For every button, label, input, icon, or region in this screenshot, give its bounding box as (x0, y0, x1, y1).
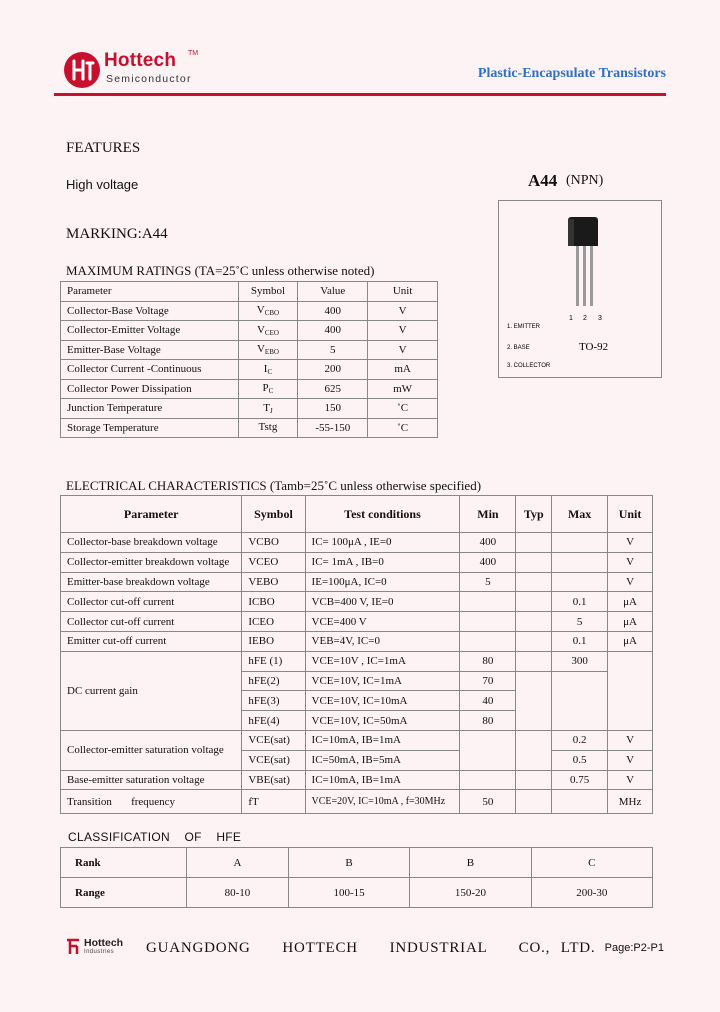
max-cell (552, 572, 608, 592)
table-header-row (61, 496, 653, 533)
part-number: A44 (528, 171, 558, 190)
table-row (61, 321, 438, 341)
condition-cell: VEB=4V, IC=0 (305, 631, 460, 651)
hottech-logo-icon (64, 52, 100, 88)
condition-cell: IC=50mA, IB=5mA (305, 750, 460, 770)
header-cell: Max (552, 496, 608, 533)
max-cell: 300 (552, 651, 608, 671)
typ-cell (516, 671, 552, 730)
param-cell: Collector Current -Continuous (61, 360, 239, 380)
min-cell: 40 (460, 691, 516, 711)
pin-3-number: 3 (598, 315, 602, 322)
param-cell: DC current gain (61, 651, 242, 730)
max-ratings-title: MAXIMUM RATINGS (TA=25˚C unless otherwise noted) (66, 263, 375, 278)
condition-cell: IC= 100μA , IE=0 (305, 533, 460, 553)
condition-cell: VCB=400 V, IE=0 (305, 592, 460, 612)
condition-cell: VCE=400 V (305, 612, 460, 632)
classification-title: CLASSIFICATION OF HFE (68, 830, 242, 844)
symbol-cell: VBE(sat) (242, 770, 305, 790)
range-cell: 100-15 (288, 878, 409, 908)
page-number: Page:P2-P1 (604, 942, 664, 954)
max-cell: 0.2 (552, 730, 608, 750)
value-cell: 625 (298, 379, 368, 399)
pin-label-collector: 3. COLLECTOR (507, 363, 551, 369)
min-cell: 50 (460, 790, 516, 814)
unit-cell: V (608, 552, 653, 572)
rank-cell: A (187, 848, 289, 878)
marking-label: MARKING:A44 (66, 226, 168, 242)
symbol-cell: $I_C$ (238, 360, 298, 380)
param-cell: Collector-Base Voltage (61, 301, 239, 321)
typ-cell (516, 631, 552, 651)
table-row (61, 592, 653, 612)
unit-cell: mW (368, 379, 438, 399)
rank-cell: B (288, 848, 409, 878)
unit-cell: ˚C (368, 399, 438, 419)
min-cell (460, 770, 516, 790)
document-title: Plastic-Encapsulate Transistors (477, 66, 666, 81)
symbol-cell: ICBO (242, 592, 305, 612)
typ-cell (516, 592, 552, 612)
param-cell: Collector cut-off current (61, 612, 242, 632)
max-cell: 0.1 (552, 592, 608, 612)
features-heading: FEATURES (66, 140, 141, 156)
unit-cell: MHz (608, 790, 653, 814)
pin-label-emitter: 1. EMITTER (507, 324, 541, 330)
unit-cell: V (608, 770, 653, 790)
table-row (61, 631, 653, 651)
condition-cell: IC=10mA, IB=1mA (305, 770, 460, 790)
unit-cell: μA (608, 612, 653, 632)
table-row (61, 651, 653, 671)
table-row (61, 399, 438, 419)
unit-cell: μA (608, 592, 653, 612)
min-cell (460, 592, 516, 612)
table-row (61, 848, 653, 878)
unit-cell: V (608, 730, 653, 750)
condition-cell: VCE=10V, IC=10mA (305, 691, 460, 711)
table-row (61, 301, 438, 321)
symbol-cell: VCE(sat) (242, 730, 305, 750)
unit-cell: mA (368, 360, 438, 380)
footer-brand: Hottech (84, 937, 124, 949)
rank-cell: C (531, 848, 652, 878)
typ-cell (516, 552, 552, 572)
unit-cell: V (368, 301, 438, 321)
symbol-cell: VCEO (242, 552, 305, 572)
symbol-cell: hFE(4) (242, 711, 305, 731)
table-row (61, 878, 653, 908)
part-type: (NPN) (566, 173, 604, 188)
package-name: TO-92 (579, 341, 609, 353)
header-cell: Symbol (242, 496, 305, 533)
param-cell: Collector-emitter breakdown voltage (61, 552, 242, 572)
param-cell: Collector-base breakdown voltage (61, 533, 242, 553)
table-row (61, 572, 653, 592)
header-cell: Parameter (61, 496, 242, 533)
value-cell: 400 (298, 321, 368, 341)
condition-cell: IE=100μA, IC=0 (305, 572, 460, 592)
condition-cell: VCE=20V, IC=10mA , f=30MHz (305, 790, 460, 814)
symbol-cell: $P_C$ (238, 379, 298, 399)
range-cell: 150-20 (410, 878, 531, 908)
condition-cell: VCE=10V, IC=50mA (305, 711, 460, 731)
param-cell: Junction Temperature (61, 399, 239, 419)
table-row (61, 552, 653, 572)
symbol-cell: IEBO (242, 631, 305, 651)
condition-cell: IC= 1mA , IB=0 (305, 552, 460, 572)
value-cell: 5 (298, 340, 368, 360)
table-header-row (61, 282, 438, 302)
footer-brand-sub: Industries (84, 949, 115, 955)
symbol-cell: $T_J$ (238, 399, 298, 419)
unit-cell: V (368, 321, 438, 341)
min-cell (460, 631, 516, 651)
param-cell: Emitter-Base Voltage (61, 340, 239, 360)
max-cell: 0.75 (552, 770, 608, 790)
unit-cell: V (368, 340, 438, 360)
range-label: Range (61, 878, 187, 908)
max-ratings-table (60, 281, 438, 438)
symbol-cell: VCBO (242, 533, 305, 553)
typ-cell (516, 612, 552, 632)
typ-cell (516, 770, 552, 790)
table-row (61, 790, 653, 814)
param-cell: Storage Temperature (61, 418, 239, 438)
max-cell (552, 533, 608, 553)
max-cell (552, 790, 608, 814)
condition-cell: IC=10mA, IB=1mA (305, 730, 460, 750)
classification-table (60, 847, 653, 908)
symbol-cell: hFE(3) (242, 691, 305, 711)
condition-cell: VCE=10V, IC=1mA (305, 671, 460, 691)
symbol-cell: fT (242, 790, 305, 814)
symbol-cell: $V_{CEO}$ (238, 321, 298, 341)
table-row (61, 340, 438, 360)
table-row (61, 418, 438, 438)
min-cell: 80 (460, 711, 516, 731)
symbol-cell: $V_{EBO}$ (238, 340, 298, 360)
typ-cell (516, 730, 552, 770)
electrical-table (60, 495, 653, 814)
param-cell: Collector-emitter saturation voltage (61, 730, 242, 770)
min-cell (460, 730, 516, 770)
rank-label: Rank (61, 848, 187, 878)
max-cell: 0.1 (552, 631, 608, 651)
max-cell: 0.5 (552, 750, 608, 770)
symbol-cell: hFE(2) (242, 671, 305, 691)
brand-name: Hottech (104, 50, 177, 71)
symbol-cell: ICEO (242, 612, 305, 632)
typ-cell (516, 651, 552, 671)
header-cell: Unit (608, 496, 653, 533)
max-cell: 5 (552, 612, 608, 632)
typ-cell (516, 790, 552, 814)
min-cell: 70 (460, 671, 516, 691)
brand-subtitle: Semiconductor (106, 73, 192, 85)
unit-cell: μA (608, 631, 653, 651)
table-row (61, 770, 653, 790)
package-diagram (498, 200, 662, 378)
table-row (61, 360, 438, 380)
symbol-cell: $V_{CBO}$ (238, 301, 298, 321)
min-cell: 80 (460, 651, 516, 671)
max-cell (552, 552, 608, 572)
param-cell: Base-emitter saturation voltage (61, 770, 242, 790)
min-cell: 5 (460, 572, 516, 592)
typ-cell (516, 533, 552, 553)
header-cell: Symbol (238, 282, 298, 302)
to92-package-icon (568, 217, 598, 306)
unit-cell: V (608, 750, 653, 770)
unit-cell: V (608, 533, 653, 553)
unit-cell: V (608, 572, 653, 592)
param-cell: Collector Power Dissipation (61, 379, 239, 399)
electrical-title: ELECTRICAL CHARACTERISTICS (Tamb=25˚C unless otherwise specified) (66, 478, 482, 493)
param-cell: Collector-Emitter Voltage (61, 321, 239, 341)
trademark-mark: TM (188, 50, 199, 57)
header-rule (54, 93, 666, 96)
pin-label-base: 2. BASE (507, 345, 530, 351)
range-cell: 200-30 (531, 878, 652, 908)
table-row (61, 730, 653, 750)
table-row (61, 379, 438, 399)
value-cell: 400 (298, 301, 368, 321)
header-cell: Parameter (61, 282, 239, 302)
min-cell: 400 (460, 552, 516, 572)
header-cell: Value (298, 282, 368, 302)
table-row (61, 533, 653, 553)
footer-logo-icon (66, 937, 82, 955)
header-cell: Typ (516, 496, 552, 533)
symbol-cell: VCE(sat) (242, 750, 305, 770)
min-cell (460, 612, 516, 632)
symbol-cell: VEBO (242, 572, 305, 592)
value-cell: 200 (298, 360, 368, 380)
min-cell: 400 (460, 533, 516, 553)
typ-cell (516, 572, 552, 592)
condition-cell: VCE=10V , IC=1mA (305, 651, 460, 671)
param-cell: Collector cut-off current (61, 592, 242, 612)
symbol-cell: Tstg (238, 418, 298, 438)
value-cell: -55-150 (298, 418, 368, 438)
range-cell: 80-10 (187, 878, 289, 908)
header-cell: Min (460, 496, 516, 533)
pin-1-number: 1 (569, 315, 573, 322)
value-cell: 150 (298, 399, 368, 419)
header-cell: Test conditions (305, 496, 460, 533)
unit-cell (608, 651, 653, 730)
param-cell: Transition frequency (61, 790, 242, 814)
rank-cell: B (410, 848, 531, 878)
max-cell (552, 671, 608, 730)
table-row (61, 612, 653, 632)
footer-company: GUANGDONG HOTTECH INDUSTRIAL CO., LTD. (146, 940, 596, 956)
param-cell: Emitter cut-off current (61, 631, 242, 651)
param-cell: Emitter-base breakdown voltage (61, 572, 242, 592)
symbol-cell: hFE (1) (242, 651, 305, 671)
header-cell: Unit (368, 282, 438, 302)
feature-item: High voltage (66, 177, 139, 192)
unit-cell: ˚C (368, 418, 438, 438)
pin-2-number: 2 (583, 315, 587, 322)
